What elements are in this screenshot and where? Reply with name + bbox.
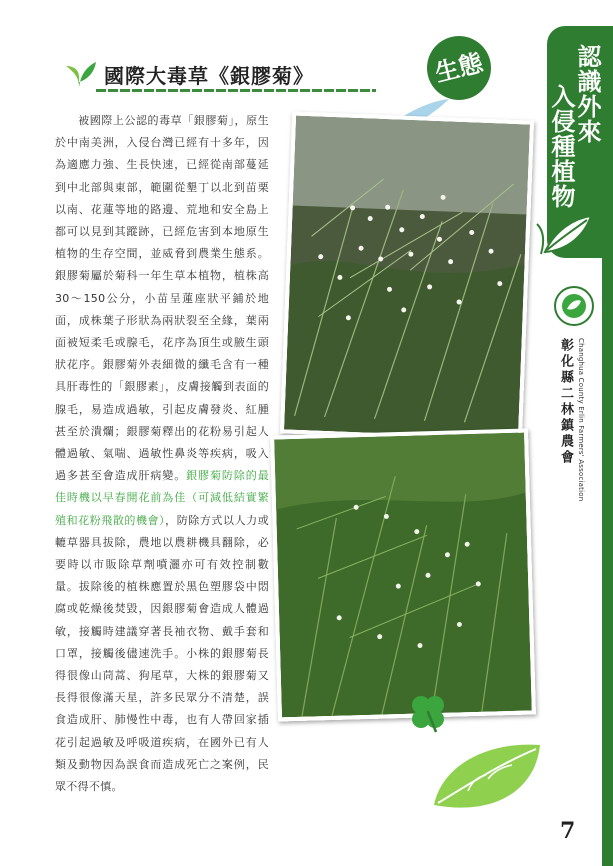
title-underline <box>96 89 376 92</box>
article-highlight: 銀膠菊防除的最佳時機以早春開花前為佳（可減低結實繁殖和花粉飛散的機會） <box>55 469 269 527</box>
article-body <box>55 110 269 798</box>
leaf-decoration-icon <box>428 735 546 819</box>
association-name: 彰化縣二林鎮農會 <box>558 338 573 466</box>
plant-photo-field <box>270 428 536 721</box>
article-paragraph-continued: ，防除方式以人力或轆草器具拔除，農地以農耕機具翻除，必要時以市販除草劑噴灑亦可有效控制數量。拔除後的植株應置於黑色塑膠袋中悶腐或乾燥後焚毀，因銀膠菊會造成人體過敏，接觸時建議穿著長袖衣物、戴手套和口罩，接觸後儘速洗手。小株的銀膠菊長得很像山茼蒿、狗尾草，大株的銀膠菊又長得很像滿天星，許多民眾分不清楚，誤食造成肝、肺慢性中毒，也有人帶回家插花引起過敏及呼吸道疾病，在國外已有人類及動物因為誤食而造成死亡之案例，民眾不得不慎。 <box>55 513 270 794</box>
clover-icon <box>406 690 450 734</box>
sprout-icon <box>60 58 98 90</box>
plant-photo-flowers-image <box>284 116 530 439</box>
sidebar-green-strip <box>602 258 613 866</box>
plant-photo-flowers <box>280 111 534 442</box>
page-title: 國際大毒草《銀膠菊》 <box>104 64 314 88</box>
sidebar-title-line-2: 入侵種植物 <box>547 84 575 209</box>
page-number: 7 <box>560 818 576 844</box>
article-paragraph: 被國際上公認的毒草「銀膠菊」，原生於中南美洲，入侵台灣已經有十多年，因為適應力強、生長快速，已經從南部蔓延到中北部與東部，範圍從墾丁以北到苗栗以南、花蓮等地的路邊、荒地和安全島上都可以見到其蹤跡，已經危害到本地原生植物的生存空間，並威脅到農業生態系。銀膠菊屬於菊科一年生草本植物，植株高30～150公分，小苗呈蓮座狀平鋪於地面，成株葉子形狀為兩狀裂至全緣，葉兩面被短柔毛或腺毛，花序為頂生或腋生頭狀花序。銀膠菊外表細微的纖毛含有一種具肝毒性的「銀膠素」，皮膚接觸到表面的腺毛，易造成過敏，引起皮膚發炎、紅腫甚至於潰爛；銀膠菊釋出的花粉易引起人體過敏、氣喘、過敏性鼻炎等疾病，吸入過多甚至會造成肝病變。 <box>55 114 269 483</box>
association-logo-icon <box>553 285 595 327</box>
ecology-badge-label: 生態 <box>432 48 486 88</box>
sidebar-title-line-1: 認識外來 <box>573 44 601 144</box>
sprout-leaf-icon <box>535 200 595 258</box>
association-name-english: Changhua County Erlin Farmers' Association <box>577 338 585 502</box>
plant-photo-field-image <box>274 433 532 718</box>
